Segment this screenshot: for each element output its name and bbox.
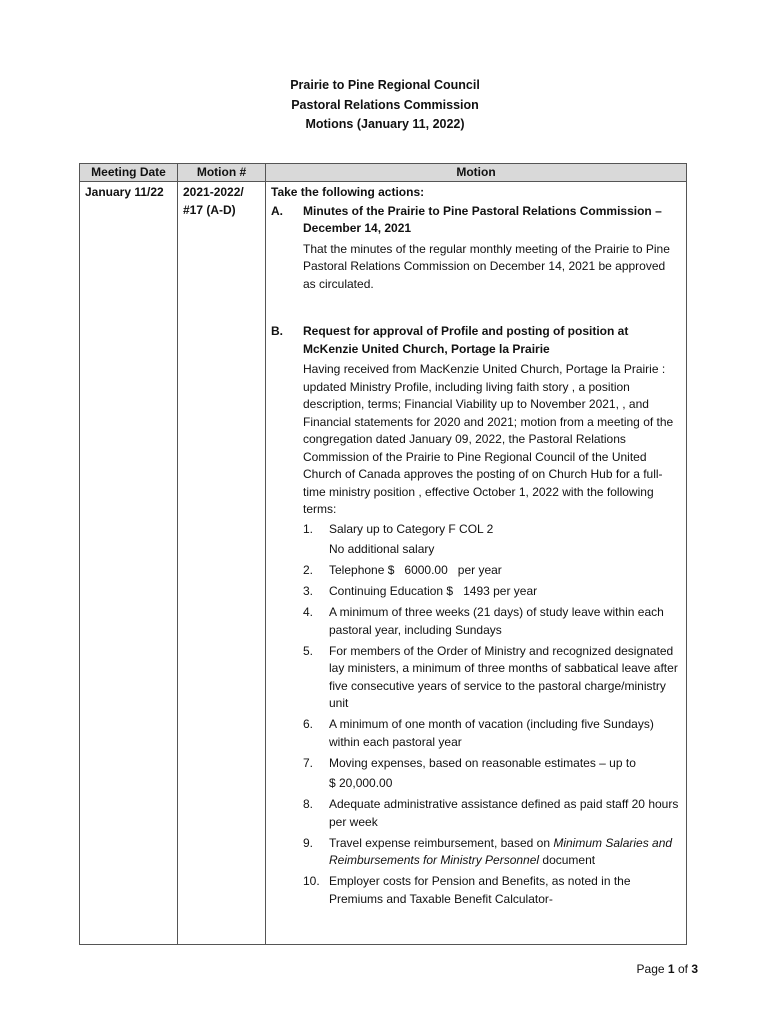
- list-item: [303, 755, 681, 793]
- page-current: 1: [667, 962, 675, 976]
- term-text-extra: $ 20,000.00: [329, 776, 393, 790]
- terms-list: [303, 521, 681, 909]
- document-header: [0, 76, 770, 135]
- term-text: A minimum of three weeks (21 days) of study leave within each pastoral year, including Sundays: [329, 605, 664, 637]
- term-text: Adequate administrative assistance defined as paid staff 20 hours per week: [329, 797, 679, 829]
- council-name: Prairie to Pine Regional Council: [290, 78, 480, 92]
- section-a-letter: A.: [271, 203, 283, 218]
- meeting-date-cell: [80, 182, 178, 945]
- motion-number-line2: #17 (A-D): [183, 202, 236, 217]
- term-text-extra: No additional salary: [329, 542, 435, 556]
- list-item: [303, 562, 681, 580]
- list-item: [303, 873, 681, 908]
- section-a-text: That the minutes of the regular monthly meeting of the Prairie to Pine Pastoral Relations Commission on December 14, 2021 be approved as circulated.: [303, 241, 670, 291]
- page-number: [637, 962, 698, 976]
- term-text: For members of the Order of Ministry and recognized designated lay ministers, a minimum of three months of sabbatical leave after five consecutive years of service to the pastoral charge/ministry unit: [329, 643, 678, 710]
- document-title: Motions (January 11, 2022): [305, 117, 465, 131]
- term-text: Salary up to Category F COL 2: [329, 521, 494, 536]
- meeting-date: January 11/22: [85, 185, 164, 199]
- term-text: Moving expenses, based on reasonable estimates – up to: [329, 755, 636, 770]
- section-b-text: Having received from MacKenzie United Church, Portage la Prairie : updated Ministry Profile, including living faith story , a position description, terms; Financial Viability up to November 2021, , and Financial statements for 2020 and 2021; motion from a meeting of the congregation dated January 09, 2022, the Pastoral Relations Commission of the Prairie to Pine Regional Council of the United Church of Canada approves the posting of on Church Hub for a full-time ministry position , effective October 1, 2022 with the following terms:: [303, 362, 674, 516]
- term-number: 8.: [303, 797, 314, 811]
- motions-table: [79, 163, 687, 945]
- table-header-row: [80, 164, 687, 182]
- term-text: Employer costs for Pension and Benefits, as noted in the Premiums and Taxable Benefit Calculator-: [329, 874, 631, 906]
- term-number: 6.: [303, 717, 314, 731]
- motion-number-cell: [178, 182, 266, 945]
- section-b-heading: Request for approval of Profile and posting of position at McKenzie United Church, Portage la Prairie: [303, 324, 629, 356]
- section-a-heading: Minutes of the Prairie to Pine Pastoral Relations Commission – December 14, 2021: [303, 203, 662, 235]
- list-item: [303, 796, 681, 831]
- term-text: Telephone $ 6000.00 per year: [329, 563, 502, 577]
- term-number: 5.: [303, 643, 314, 658]
- column-header-motion: Motion: [266, 164, 687, 182]
- term-number: 2.: [303, 563, 314, 577]
- term-text: [329, 835, 681, 870]
- commission-name: Pastoral Relations Commission: [291, 97, 479, 112]
- term-number: 9.: [303, 835, 314, 850]
- list-item: [303, 835, 681, 870]
- column-header-meeting-date: Meeting Date: [80, 164, 178, 182]
- term-number: 7.: [303, 755, 314, 770]
- term-number: 3.: [303, 584, 314, 598]
- term-number: 4.: [303, 605, 314, 619]
- table-row: [80, 182, 687, 945]
- column-header-motion-number: Motion #: [178, 164, 266, 182]
- motion-intro: Take the following actions:: [271, 185, 425, 199]
- list-item: [303, 604, 681, 639]
- section-b: [271, 323, 681, 912]
- list-item: [303, 583, 681, 601]
- term-text: Continuing Education $ 1493 per year: [329, 584, 538, 598]
- motion-cell: [266, 182, 687, 945]
- term-number: 10.: [303, 874, 320, 888]
- page-word: Page: [636, 962, 665, 976]
- section-a: [271, 203, 681, 296]
- term-text-italic: Minimum Salaries and Reimbursements for Ministry Personnel: [329, 835, 673, 867]
- list-item: [303, 643, 681, 713]
- page-total: 3: [691, 962, 698, 976]
- motion-number-line1: 2021-2022/: [183, 185, 244, 199]
- term-text-part: Travel expense reimbursement, based on: [329, 835, 554, 850]
- term-text: A minimum of one month of vacation (including five Sundays) within each pastoral year: [329, 717, 654, 749]
- of-word: of: [677, 962, 688, 976]
- section-b-letter: B.: [271, 324, 283, 338]
- term-number: 1.: [303, 521, 314, 536]
- list-item: [303, 716, 681, 751]
- term-text-part: document: [539, 853, 596, 867]
- list-item: [303, 521, 681, 559]
